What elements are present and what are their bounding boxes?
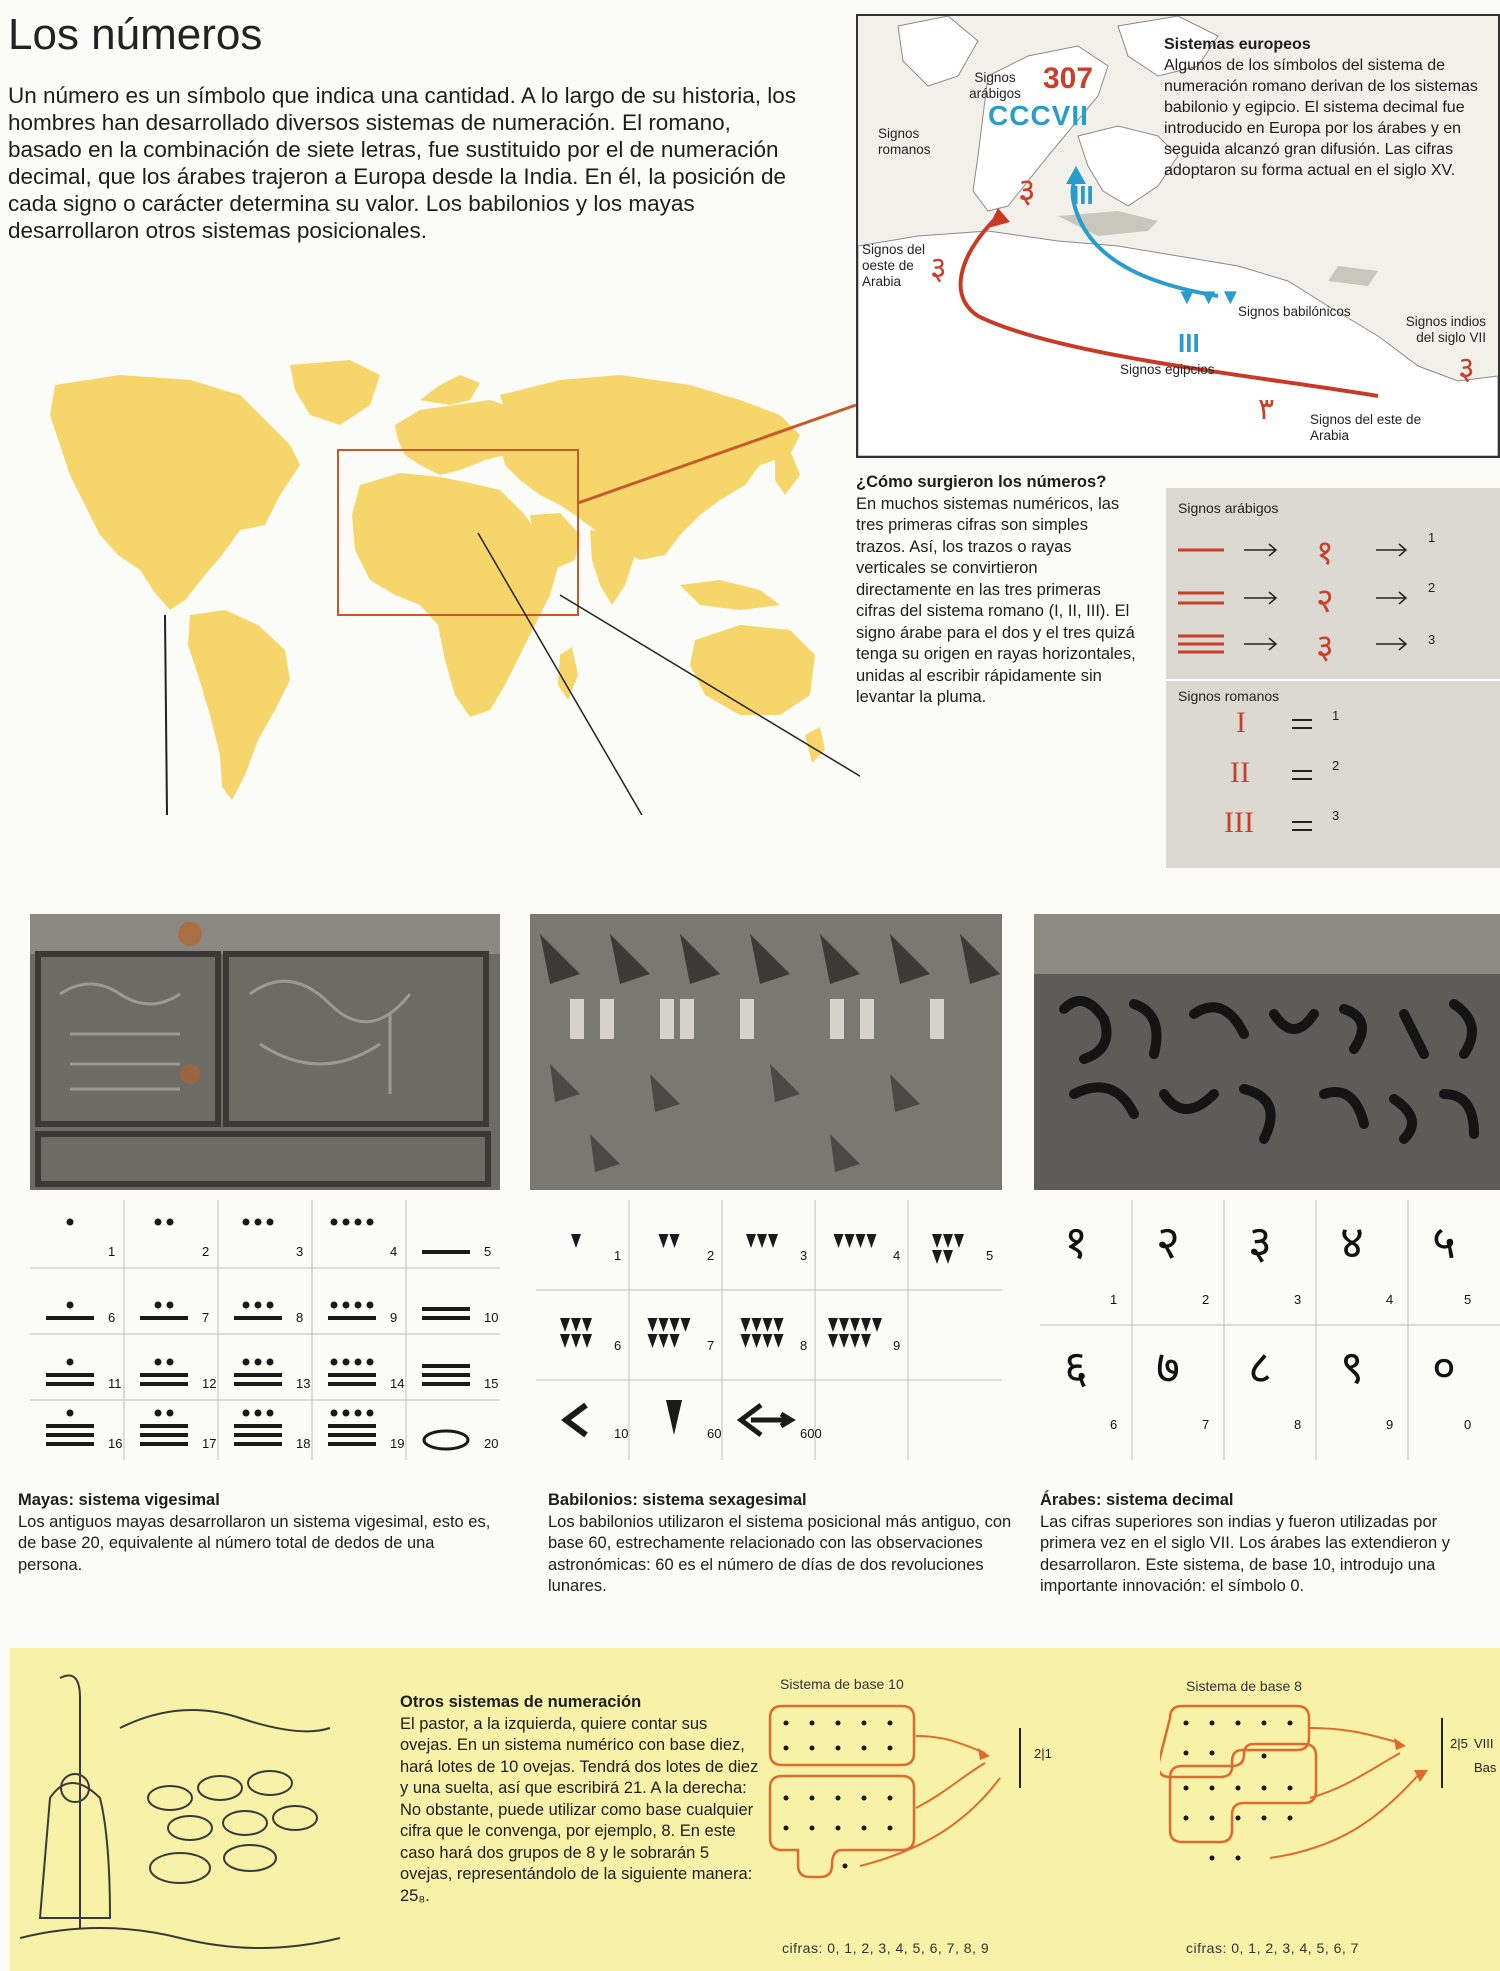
babylonian-number-label: 9 [893, 1338, 901, 1353]
maya-number-label: 13 [296, 1376, 311, 1391]
arabic-numeral-glyph: २ [1156, 1215, 1180, 1269]
maya-dot [255, 1410, 262, 1417]
arabic-num-2: 2 [1428, 580, 1436, 595]
babylonian-sixty [666, 1400, 682, 1435]
maya-bar [140, 1382, 188, 1386]
babylonian-wedge [752, 1318, 762, 1332]
maya-bar [140, 1424, 188, 1428]
maya-bar [46, 1433, 94, 1437]
roman-glyph-1: I [1236, 706, 1246, 739]
base10-digits: cifras: 0, 1, 2, 3, 4, 5, 6, 7, 8, 9 [782, 1940, 990, 1956]
maya-bar [234, 1442, 282, 1446]
babylonian-number-label: 2 [707, 1248, 715, 1263]
maya-number-label: 20 [484, 1436, 499, 1451]
maya-bar [328, 1442, 376, 1446]
inset-text [1164, 34, 1484, 181]
babylonian-wedge [670, 1318, 680, 1332]
base8-word: Bas [1474, 1760, 1497, 1775]
maya-number-label: 6 [108, 1310, 116, 1325]
maya-caption [18, 1490, 498, 1576]
babylonian-numerals-grid [536, 1200, 1002, 1460]
babylonian-wedge [571, 1334, 581, 1348]
maya-number-label: 9 [390, 1310, 398, 1325]
babylonian-wedge [943, 1250, 953, 1264]
babylonian-wedge [746, 1234, 756, 1248]
maya-dot [243, 1359, 250, 1366]
maya-bar [422, 1373, 470, 1377]
babylonian-number-label: 7 [707, 1338, 715, 1353]
maya-dot [355, 1219, 362, 1226]
arabic-number-label: 4 [1386, 1292, 1394, 1307]
babylonian-number-label: 5 [986, 1248, 994, 1263]
maya-dot [67, 1219, 74, 1226]
arabic-number-label: 2 [1202, 1292, 1210, 1307]
arabic-glyph-3: ३ [1316, 627, 1334, 667]
maya-dot [155, 1302, 162, 1309]
arabic-numeral-glyph: ७ [1156, 1340, 1180, 1394]
babylonian-wedge [850, 1334, 860, 1348]
maya-number-label: 14 [390, 1376, 405, 1391]
maya-dot [167, 1359, 174, 1366]
maya-bar [140, 1316, 188, 1320]
maya-dot [355, 1359, 362, 1366]
babylonian-wedge [571, 1318, 581, 1332]
maya-dot [267, 1359, 274, 1366]
maya-bar [234, 1433, 282, 1437]
babylonian-wedge [932, 1234, 942, 1248]
maya-number-label: 4 [390, 1244, 398, 1259]
maya-bar [422, 1364, 470, 1368]
babylonian-wedge [659, 1234, 669, 1248]
maya-bar [46, 1316, 94, 1320]
babylonian-number-label: 8 [800, 1338, 808, 1353]
maya-bar [328, 1373, 376, 1377]
maya-number-label: 18 [296, 1436, 311, 1451]
babylonian-wedge [834, 1234, 844, 1248]
babylonian-wedge [648, 1318, 658, 1332]
base8-result: 2|5 [1450, 1736, 1468, 1751]
babylonian-wedge [828, 1318, 838, 1332]
indian-manuscript-photo [1034, 914, 1500, 1190]
maya-bar [140, 1442, 188, 1446]
arabic-number-label: 1 [1110, 1292, 1118, 1307]
label-signos-indios: Signos indios del siglo VII [1405, 314, 1486, 345]
babylonian-wedge [670, 1234, 680, 1248]
arabic-number-label: 6 [1110, 1417, 1118, 1432]
maya-number-label: 12 [202, 1376, 217, 1391]
intro-paragraph: Un número es un símbolo que indica una cantidad. A lo largo de su historia, los hombres han desarrollado diversos sistemas de numeración. El romano, basado en la combinación de siete letras, fue sustituido por el de numeración decimal, que los árabes trajeron a Europa desde la India. En él, la posición de cada signo o carácter determina su valor. Los babilonios y los mayas desarrollaron otros sistemas posicionales. [8, 83, 796, 243]
maya-bar [234, 1382, 282, 1386]
babylonian-wedge [861, 1318, 871, 1332]
label-signos-oeste: Signos del oeste de Arabia [862, 242, 926, 289]
babylonian-wedge [774, 1318, 784, 1332]
origin-body: En muchos sistemas numéricos, las tres primeras cifras son simples trazos. Así, los trazos o rayas verticales se convirtieron directamente en las tres primeras cifras del sistema romano (I, II, III). El signo árabe para el dos y el tres quizá tenga su origen en rayas horizontales, unidas al escribir rápidamente sin levantar la pluma. [856, 494, 1136, 706]
maya-dot [67, 1410, 74, 1417]
maya-dot [367, 1359, 374, 1366]
label-signos-arabigos: Signos arábigos [969, 70, 1021, 101]
europe-inset-map [856, 14, 1500, 458]
maya-shell-zero [424, 1431, 468, 1449]
base10-label: Sistema de base 10 [780, 1676, 904, 1692]
glyph-iii-top: III [1072, 180, 1094, 210]
babylonian-wedge [560, 1334, 570, 1348]
maya-dot [331, 1302, 338, 1309]
maya-number-label: 10 [484, 1310, 499, 1325]
babylonian-wedge [839, 1318, 849, 1332]
maya-bar [234, 1316, 282, 1320]
babylonian-wedge [872, 1318, 882, 1332]
maya-caption-title: Mayas: sistema vigesimal [18, 1491, 220, 1509]
glyph-babylonian: ▼▼▼ [1176, 284, 1242, 309]
babylonian-wedge [670, 1334, 680, 1348]
maya-bar [140, 1433, 188, 1437]
maya-dot [367, 1302, 374, 1309]
maya-number-label: 16 [108, 1436, 123, 1451]
maya-bar [234, 1424, 282, 1428]
maya-dot [67, 1359, 74, 1366]
babylonian-number-label: 6 [614, 1338, 622, 1353]
babylonian-ten [566, 1405, 586, 1435]
label-signos-babilonicos: Signos babilónicos [1238, 304, 1351, 319]
inset-body: Algunos de los símbolos del sistema de numeración romano derivan de los sistemas babilonio y egipcio. El sistema decimal fue introducido en Europa por los árabes y en seguida alcanzó gran difusión. Las cifras adoptaron su forma actual en el siglo XV. [1164, 57, 1478, 179]
babylonian-wedge [828, 1334, 838, 1348]
maya-bar [328, 1424, 376, 1428]
babylonian-number-label: 60 [707, 1426, 722, 1441]
maya-bar [46, 1382, 94, 1386]
maya-dot [331, 1410, 338, 1417]
babylonian-wedge [943, 1234, 953, 1248]
maya-dot [67, 1302, 74, 1309]
maya-dot [243, 1302, 250, 1309]
arabic-num-3: 3 [1428, 632, 1436, 647]
maya-bar [422, 1316, 470, 1320]
babylonian-wedge [763, 1318, 773, 1332]
base8-digits: cifras: 0, 1, 2, 3, 4, 5, 6, 7 [1186, 1940, 1359, 1956]
babylonian-wedge [659, 1318, 669, 1332]
arabic-number-label: 7 [1202, 1417, 1210, 1432]
inset-title: Sistemas europeos [1164, 36, 1311, 53]
base8-roman: VIII [1474, 1736, 1494, 1751]
maya-dot [255, 1219, 262, 1226]
maya-dot [167, 1219, 174, 1226]
arabic-numeral-glyph: ६ [1064, 1340, 1088, 1394]
maya-bar [422, 1250, 470, 1254]
babylon-caption-title: Babilonios: sistema sexagesimal [548, 1491, 807, 1509]
maya-number-label: 15 [484, 1376, 499, 1391]
babylonian-tablet-photo [530, 914, 1002, 1190]
maya-stone-photo [30, 914, 500, 1190]
babylonian-wedge [582, 1318, 592, 1332]
other-systems-panel [10, 1648, 1500, 1971]
babylonian-wedge [845, 1234, 855, 1248]
babylonian-wedge [850, 1318, 860, 1332]
maya-bar [422, 1382, 470, 1386]
maya-numerals-grid [30, 1200, 500, 1460]
maya-number-label: 3 [296, 1244, 304, 1259]
babylonian-wedge [752, 1334, 762, 1348]
base8-label: Sistema de base 8 [1186, 1678, 1302, 1694]
babylonian-wedge [648, 1334, 658, 1348]
babylonian-wedge [571, 1234, 581, 1248]
maya-dot [167, 1302, 174, 1309]
glyph-west-arabic: ३ [930, 249, 947, 287]
other-systems-title: Otros sistemas de numeración [400, 1693, 642, 1711]
babylonian-wedge [856, 1234, 866, 1248]
maya-bar [46, 1442, 94, 1446]
big-cccvii: CCCVII [988, 100, 1089, 131]
page-title: Los números [8, 10, 263, 59]
label-signos-este: Signos del este de Arabia [1310, 412, 1422, 443]
maya-bar [328, 1382, 376, 1386]
arabic-num-1: 1 [1428, 530, 1436, 545]
maya-dot [355, 1410, 362, 1417]
arabic-numeral-glyph: ४ [1340, 1215, 1364, 1269]
roman-glyph-2: II [1230, 756, 1250, 789]
world-map [0, 355, 860, 815]
arabic-numeral-glyph: ३ [1248, 1215, 1272, 1269]
glyph-arabic-3: ३ [1018, 171, 1036, 211]
maya-dot [331, 1219, 338, 1226]
signs-roman-label: Signos romanos [1178, 688, 1280, 704]
maya-number-label: 8 [296, 1310, 304, 1325]
signs-arabic-label: Signos arábigos [1178, 500, 1279, 516]
maya-bar [46, 1373, 94, 1377]
maya-bar [46, 1424, 94, 1428]
maya-dot [267, 1219, 274, 1226]
babylonian-number-label: 3 [800, 1248, 808, 1263]
base10-diagram [760, 1698, 1060, 1918]
arabs-caption [1040, 1490, 1496, 1598]
base10-result: 2|1 [1034, 1746, 1052, 1761]
babylonian-wedge [741, 1318, 751, 1332]
maya-dot [367, 1410, 374, 1417]
label-signos-egipcios: Signos egipcios [1120, 362, 1215, 377]
babylonian-number-label: 4 [893, 1248, 901, 1263]
signs-panel [1166, 488, 1500, 868]
origin-text-block [856, 472, 1136, 709]
maya-dot [255, 1359, 262, 1366]
maya-dot [267, 1302, 274, 1309]
babylon-caption-body: Los babilonios utilizaron el sistema posicional más antiguo, con base 60, estrechamente relacionado con las observaciones astronómicas: 60 es el número de días de dos revoluciones lunares. [548, 1512, 1012, 1595]
glyph-east-arabic: ٣ [1258, 392, 1275, 427]
babylonian-wedge [954, 1234, 964, 1248]
maya-dot [243, 1410, 250, 1417]
arabic-number-label: 3 [1294, 1292, 1302, 1307]
shepherd-illustration [20, 1668, 340, 1968]
maya-bar [140, 1373, 188, 1377]
origin-title: ¿Cómo surgieron los números? [856, 473, 1107, 491]
roman-num-2: 2 [1332, 758, 1340, 773]
big-307: 307 [1043, 62, 1094, 95]
babylonian-wedge [582, 1334, 592, 1348]
maya-number-label: 19 [390, 1436, 405, 1451]
maya-dot [267, 1410, 274, 1417]
maya-caption-body: Los antiguos mayas desarrollaron un sistema vigesimal, esto es, de base 20, equivalente al número total de dedos de una persona. [18, 1512, 491, 1574]
maya-dot [167, 1410, 174, 1417]
babylonian-wedge [757, 1234, 767, 1248]
babylonian-number-label: 10 [614, 1426, 629, 1441]
babylonian-wedge [861, 1334, 871, 1348]
arabs-caption-body: Las cifras superiores son indias y fueron utilizadas por primera vez en el siglo VII. Los árabes las extendieron y desarrollaron. Este sistema, de base 10, introdujo una importante innovación: el símbolo 0. [1040, 1512, 1450, 1595]
maya-bar [422, 1307, 470, 1311]
maya-dot [355, 1302, 362, 1309]
babylonian-wedge [932, 1250, 942, 1264]
maya-dot [343, 1410, 350, 1417]
babylonian-number-label: 600 [800, 1426, 822, 1441]
babylonian-wedge [839, 1334, 849, 1348]
maya-dot [343, 1302, 350, 1309]
other-systems-text [400, 1692, 760, 1907]
maya-dot [343, 1219, 350, 1226]
babylon-caption [548, 1490, 1018, 1598]
babylonian-wedge [774, 1334, 784, 1348]
arabic-number-label: 0 [1464, 1417, 1472, 1432]
arabic-glyph-1: १ [1316, 533, 1334, 573]
arabic-numeral-glyph: ९ [1340, 1340, 1364, 1394]
maya-dot [155, 1359, 162, 1366]
maya-dot [243, 1219, 250, 1226]
arabic-numeral-glyph: १ [1064, 1215, 1088, 1269]
maya-number-label: 2 [202, 1244, 210, 1259]
other-systems-body: El pastor, a la izquierda, quiere contar sus ovejas. En un sistema numérico con base diez, hará lotes de 10 ovejas. Tendrá dos lotes de diez y una suelta, así que escribirá 21. A la derecha: No obstante, puede utilizar como base cualquier cifra que le convenga, por ejemplo, 8. En este caso hará dos grupos de 8 y le sobrarán 5 ovejas, representándolo de la siguiente manera: 25₈. [400, 1714, 759, 1905]
maya-dot [343, 1359, 350, 1366]
arabic-numeral-glyph: ५ [1432, 1215, 1456, 1269]
babylonian-wedge [768, 1234, 778, 1248]
arabic-number-label: 9 [1386, 1417, 1394, 1432]
babylonian-wedge [560, 1318, 570, 1332]
maya-number-label: 11 [108, 1376, 122, 1391]
arabic-numeral-glyph: ८ [1248, 1340, 1272, 1394]
maya-number-label: 5 [484, 1244, 492, 1259]
babylonian-wedge [659, 1334, 669, 1348]
babylonian-wedge [763, 1334, 773, 1348]
arabic-number-label: 8 [1294, 1417, 1302, 1432]
maya-dot [155, 1219, 162, 1226]
maya-number-label: 17 [202, 1436, 217, 1451]
maya-dot [255, 1302, 262, 1309]
glyph-indian-3: ३ [1458, 349, 1475, 387]
roman-glyph-3: III [1224, 806, 1254, 839]
maya-dot [155, 1410, 162, 1417]
babylonian-six-hundred [741, 1405, 791, 1435]
maya-number-label: 7 [202, 1310, 210, 1325]
maya-number-label: 1 [108, 1244, 116, 1259]
babylonian-wedge [867, 1234, 877, 1248]
maya-bar [328, 1316, 376, 1320]
maya-bar [234, 1373, 282, 1377]
arabic-number-label: 5 [1464, 1292, 1472, 1307]
roman-num-1: 1 [1332, 708, 1340, 723]
arabic-glyph-2: २ [1316, 581, 1334, 621]
babylonian-wedge [681, 1318, 691, 1332]
base8-diagram [1160, 1698, 1500, 1918]
arabic-numeral-glyph: ० [1432, 1340, 1456, 1394]
maya-dot [367, 1219, 374, 1226]
maya-bar [328, 1433, 376, 1437]
babylonian-wedge [741, 1334, 751, 1348]
glyph-iii-egypt: III [1178, 328, 1200, 358]
maya-dot [331, 1359, 338, 1366]
roman-num-3: 3 [1332, 808, 1340, 823]
babylonian-number-label: 1 [614, 1248, 622, 1263]
arabs-caption-title: Árabes: sistema decimal [1040, 1491, 1234, 1509]
label-signos-romanos: Signos romanos [878, 126, 931, 157]
